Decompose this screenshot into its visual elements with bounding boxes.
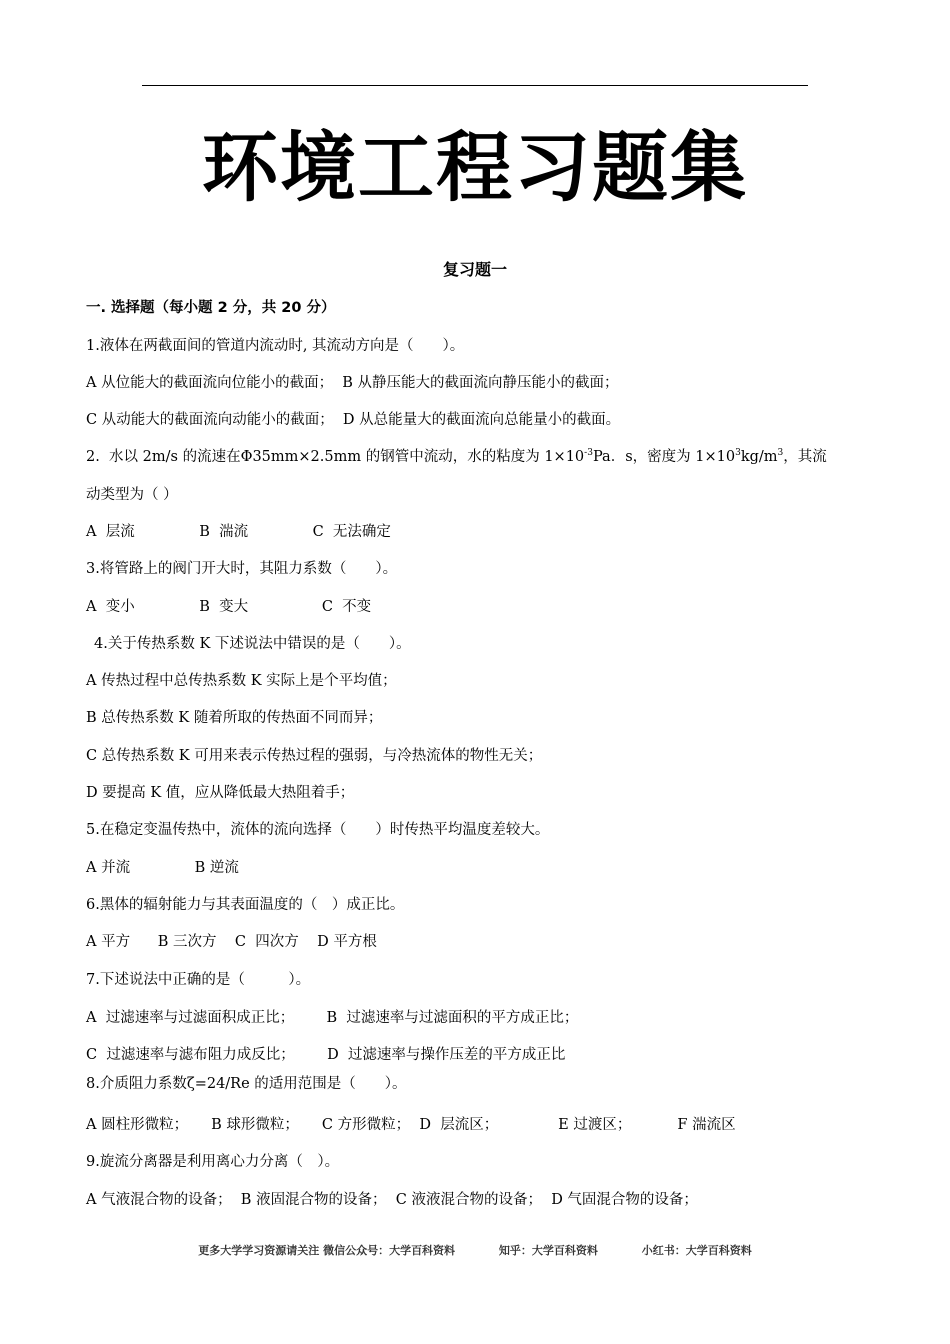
question-2 <box>86 447 827 467</box>
question-9: 9.旋流分离器是利用离心力分离（ ）。 <box>86 1154 340 1170</box>
question-7: 7.下述说法中正确的是（ ）。 <box>86 972 311 988</box>
option-line: A 层流 B 湍流 C 无法确定 <box>86 524 391 540</box>
q2-exp2: 3 <box>735 448 741 459</box>
option-line: B 总传热系数 K 随着所取的传热面不同而异； <box>86 710 383 726</box>
footer-wechat: 更多大学学习资源请关注 微信公众号：大学百科资料 <box>198 1244 456 1257</box>
option-line: A 平方 B 三次方 C 四次方 D 平方根 <box>86 934 377 950</box>
option-line: D 要提高 K 值，应从降低最大热阻着手； <box>86 785 355 801</box>
option-line: A 并流 B 逆流 <box>86 860 239 876</box>
exercise-title: 复习题一 <box>442 260 507 279</box>
option-line: C 总传热系数 K 可用来表示传热过程的强弱，与冷热流体的物性无关； <box>86 748 543 764</box>
q2-exp1: -3 <box>584 448 593 459</box>
q2-suffix: ，其流 <box>783 449 827 465</box>
question-1: 1.液体在两截面间的管道内流动时, 其流动方向是（ ）。 <box>86 338 465 354</box>
top-rule <box>142 85 808 86</box>
footer <box>0 1242 950 1258</box>
option-line: A 过滤速率与过滤面积成正比； B 过滤速率与过滤面积的平方成正比； <box>86 1010 579 1026</box>
question-5: 5.在稳定变温传热中，流体的流向选择（ ）时传热平均温度差较大。 <box>86 822 550 838</box>
question-2-cont: 动类型为（ ） <box>86 487 178 503</box>
option-line: A 圆柱形微粒； B 球形微粒； C 方形微粒； D 层流区； E 过渡区； F 湍流区 <box>86 1117 736 1133</box>
option-line: A 从位能大的截面流向位能小的截面； B 从静压能大的截面流向静压能小的截面； <box>86 375 619 391</box>
q2-prefix: 2. 水以 2m/s 的流速在Φ35mm×2.5mm 的钢管中流动，水的粘度为 1×10 <box>86 449 585 465</box>
option-line: A 传热过程中总传热系数 K 实际上是个平均值； <box>86 673 397 689</box>
footer-zhihu: 知乎：大学百科资料 <box>498 1244 598 1257</box>
option-line: A 变小 B 变大 C 不变 <box>86 599 372 615</box>
option-line: C 从动能大的截面流向动能小的截面； D 从总能量大的截面流向总能量小的截面。 <box>86 412 621 428</box>
question-3: 3.将管路上的阀门开大时，其阻力系数（ ）。 <box>86 561 398 577</box>
q2-mid2: kg/m <box>740 449 778 465</box>
option-line: C 过滤速率与滤布阻力成反比； D 过滤速率与操作压差的平方成正比 <box>86 1047 566 1063</box>
section-heading: 一. 选择题（每小题 2 分，共 20 分） <box>86 300 336 316</box>
option-line: A 气液混合物的设备； B 液固混合物的设备； C 液液混合物的设备； D 气固混合物的设备； <box>86 1192 698 1208</box>
footer-xiaohongshu: 小红书：大学百科资料 <box>641 1244 752 1257</box>
page-title: 环境工程习题集 <box>202 123 748 212</box>
q2-exp3: 3 <box>777 448 784 459</box>
question-6: 6.黑体的辐射能力与其表面温度的（ ）成正比。 <box>86 897 405 913</box>
q2-mid1: Pa．s，密度为 1×10 <box>592 449 736 465</box>
question-8: 8.介质阻力系数ζ=24/Re 的适用范围是（ ）。 <box>86 1076 407 1092</box>
question-4: 4.关于传热系数 K 下述说法中错误的是（ ）。 <box>94 636 411 652</box>
